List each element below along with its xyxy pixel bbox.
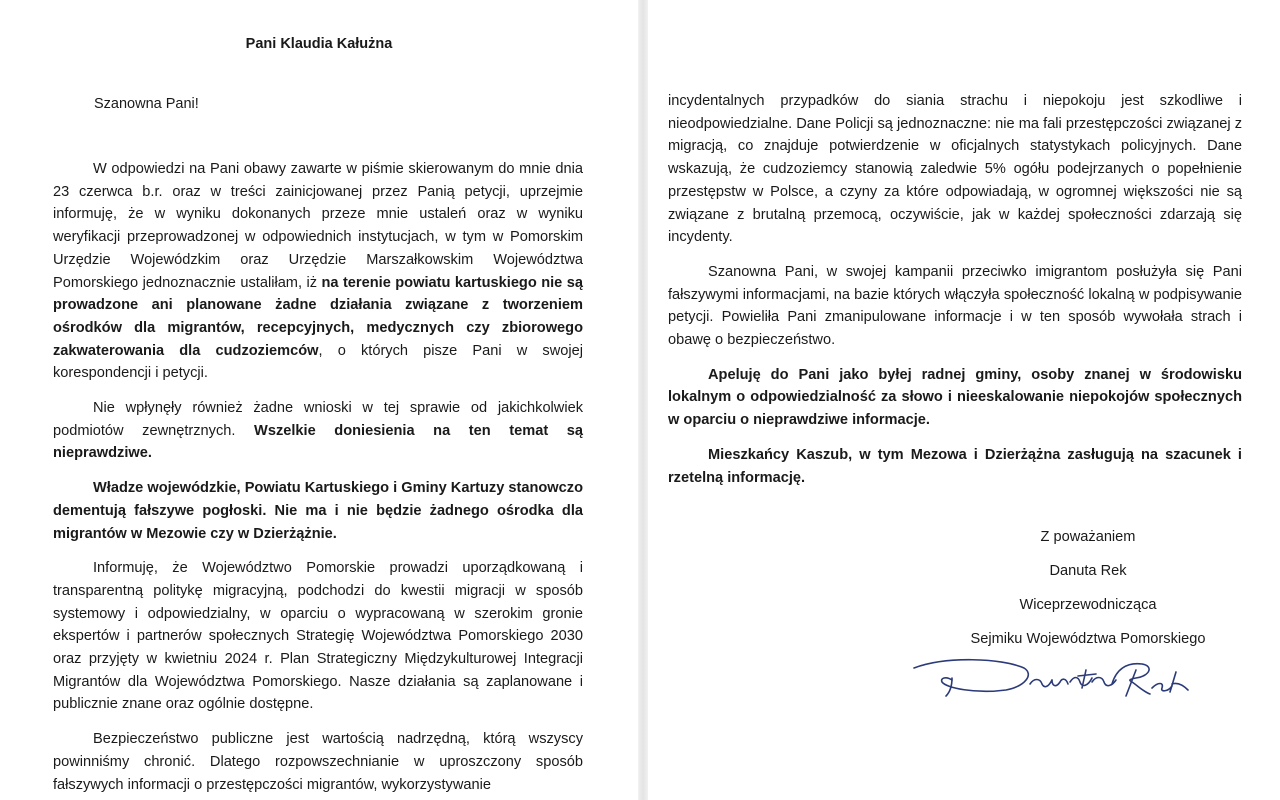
paragraph-kashubians: Mieszkańcy Kaszub, w tym Mezowa i Dzierżążna zasługują na szacunek i rzetelną informację. — [668, 446, 1242, 486]
signatory-position: Wiceprzewodnicząca — [1019, 597, 1157, 613]
handwritten-signature — [906, 650, 1206, 700]
paragraph-appeal: Apeluję do Pani jako byłej radnej gminy, osoby znanej w środowisku lokalnym o odpowiedzialność za słowo i nieeskalowanie niepokojów społecznych w oparciu o nieprawdziwe informacje. — [668, 366, 1242, 429]
paragraph-bold-statement: Wszelkie doniesienia na ten temat są nieprawdziwe. — [53, 422, 583, 462]
letter-page-left — [0, 0, 638, 800]
letter-page-right — [648, 0, 1280, 800]
paragraph-investigation-findings: W odpowiedzi na Pani obawy zawarte w piśmie skierowanym do mnie dnia 23 czerwca b.r. oraz w treści zainicjowanej przez Panią petycji, uprzejmie informuję, że w wyniku dokonanych przeze mnie ustaleń oraz w wyniku weryfikacji przeprowadzonej w odpowiednich instytucjach, w tym w Pomorskim Urzędzie Wojewódzkim oraz Urzędzie Marszałkowskim Województwa Pomorskiego jednoznacznie ustaliłam, iż na terenie powiatu kartuskiego nie są prowadzone ani planowane żadne działania związane z tworzeniem ośrodków dla migrantów, recepcyjnych, medycznych czy zbiorowego zakwaterowania dla cudzoziemców, o których pisze Pani w swojej korespondencji i petycji. — [53, 161, 583, 382]
paragraph-authorities-deny: Władze wojewódzkie, Powiatu Kartuskiego i Gminy Kartuzy stanowczo dementują fałszywe pogłoski. Nie ma i nie będzie żadnego ośrodka dla migrantów w Mezowie czy w Dzierżążnie. — [53, 480, 583, 542]
recipient-name: Pani Klaudia Kałużna — [245, 36, 393, 52]
paragraph-migration-policy: Informuję, że Województwo Pomorskie prowadzi uporządkowaną i transparentną politykę migracyjną, podchodzi do kwestii migracji w sposób systemowy i odpowiedzialny, w oparciu o wypracowaną w szerokim gronie ekspertów i partnerów społecznych Strategię Województwa Pomorskiego 2030 oraz przyjęty w kwietniu 2024 r. Plan Strategiczny Międzykulturowej Integracji Migrantów dla Województwa Pomorskiego. Nasze działania są zaplanowane i publicznie znane oraz ogólnie dostępne. — [53, 560, 583, 713]
paragraph-public-safety: Bezpieczeństwo publiczne jest wartością nadrzędną, którą wszyscy powinniśmy chronić. Dlatego rozpowszechnianie w uproszczony sposób fałszywych informacji o przestępczości migrantów, wykorzystywanie — [53, 731, 583, 793]
paragraph-police-data: incydentalnych przypadków do siania strachu i niepokoju jest szkodliwe i nieodpowiedzialne. Dane Policji są jednoznaczne: nie ma fali przestępczości związanej z migracją, co znajduje potwierdzenie w oficjalnych statystykach policyjnych. Dane wskazują, że cudzoziemcy stanowią zaledwie 5% ogółu podejrzanych o popełnienie przestępstw w Polsce, a czyny za które odpowiadają, w ogromnej większości nie są związane z brutalną przemocą, oczywiście, jak w każdej społeczności zdarzają się incydenty. — [668, 93, 1242, 246]
letter-body-right — [668, 90, 1242, 501]
paragraph-bold-statement: na terenie powiatu kartuskiego nie są prowadzone ani planowane żadne działania związane z tworzeniem ośrodków dla migrantów, recepcyjnych, medycznych czy zbiorowego zakwaterowania dla cudzoziemców — [53, 274, 583, 359]
closing-regards: Z poważaniem — [1040, 529, 1136, 545]
page-gutter — [638, 0, 648, 800]
salutation: Szanowna Pani! — [94, 96, 199, 112]
paragraph-no-applications: Nie wpłynęły również żadne wnioski w tej sprawie od jakichkolwiek podmiotów zewnętrznych. Wszelkie doniesienia na ten temat są nieprawdziwe. — [53, 400, 583, 462]
signatory-body: Sejmiku Województwa Pomorskiego — [970, 631, 1206, 647]
paragraph-false-information: Szanowna Pani, w swojej kampanii przeciwko imigrantom posłużyła się Pani fałszywymi informacjami, na bazie których włączyła społeczność lokalną w podpisywanie petycji. Powieliła Pani zmanipulowane informacje i w ten sposób wywołała strach i obawę o bezpieczeństwo. — [668, 263, 1242, 349]
letter-body-left — [53, 158, 583, 800]
signatory-name: Danuta Rek — [1049, 563, 1127, 579]
